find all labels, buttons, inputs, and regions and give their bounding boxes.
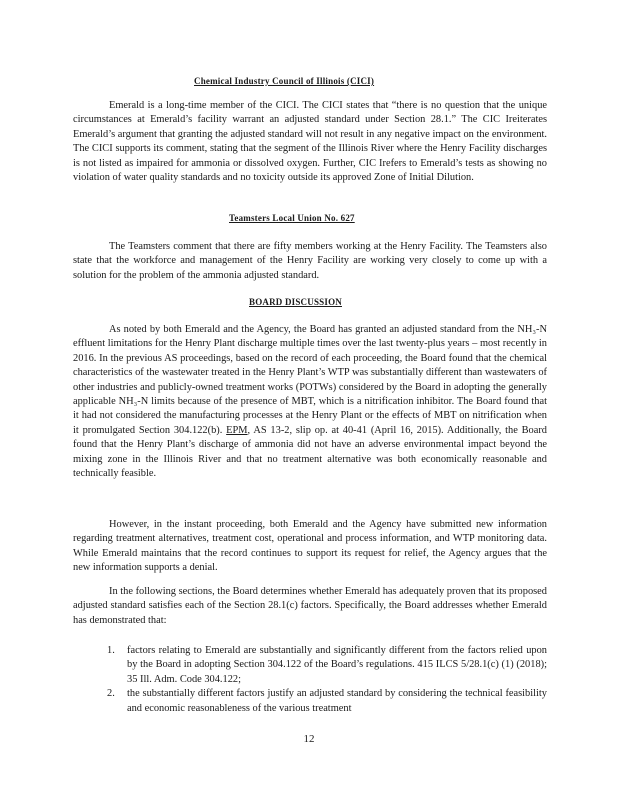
- list-item-text: the substantially different factors justify an adjusted standard by considering the technical feasibility and economic reasonableness of the various treatment: [127, 688, 547, 714]
- page-number: 12: [303, 733, 315, 745]
- cici-paragraph: [73, 99, 547, 185]
- cici-paragraph-text: Emerald is a long-time member of the CICI. The CICI states that “there is no question that the unique circumstances at Emerald’s facility warrant an adjusted standard under Section 28.1.” The CIC Ireiterates Emerald’s argument that granting the adjusted standard will not result in any negative impact on the environment. The CICI supports its comment, stating that the segment of the Illinois River where the Henry Facility discharges is not listed as impaired for ammonia or dissolved oxygen. Further, CIC Irefers to Emerald’s tests as showing no violation of water quality standards and no toxicity outside its approved Zone of Initial Dilution.: [73, 100, 547, 184]
- list-item-number: 1.: [107, 645, 115, 656]
- board-paragraph-1-continued: , AS 13-2, slip op. at 40-41 (April 16, 2015). Additionally, the Board found that the Henry Plant’s discharge of ammonia did not have an adverse environmental impact beyond the mixing zone in the Illinois River and that no treatment alternative was both economically reasonable and technically feasible.: [73, 424, 548, 480]
- list-item: [101, 687, 547, 716]
- cici-heading: Chemical Industry Council of Illinois (CICI): [194, 76, 375, 86]
- board-paragraph-3: [73, 585, 547, 628]
- board-paragraph-2: [73, 518, 547, 576]
- board-paragraph-1-text: As noted by both Emerald and the Agency, the Board has granted an adjusted standard from the NH₃-N effluent limitations for the Henry Plant discharge multiple times over the last twenty-plus years – most recently in 2016. In the previous AS proceedings, based on the record of each proceeding, the Board found that the chemical characteristics of the wastewater treated in the Henry Plant’s WTP was substantially different than wastewaters of other industries and publicly-owned treatment works (POTWs) considered by the Board in adopting the generally applicable NH₃-N limits because of the presence of MBT, which is a nitrification inhibitor. The Board found that it had not considered the manufacturing processes at the Henry Plant or the effects of MBT on nitrification when it promulgated Section 304.122(b).: [73, 324, 547, 436]
- board-discussion-heading: BOARD DISCUSSION: [249, 297, 342, 307]
- teamsters-paragraph: [73, 240, 547, 283]
- list-item-text: factors relating to Emerald are substantially and significantly different from the factors relied upon by the Board in adopting Section 304.122 of the Board’s regulations. 415 ILCS 5/28.1(c) (1) (2018); 35 Ill. Adm. Code 304.122;: [127, 645, 547, 685]
- list-item-number: 2.: [107, 688, 115, 700]
- board-paragraph-3-text: In the following sections, the Board determines whether Emerald has adequately proven that its proposed adjusted standard satisfies each of the Section 28.1(c) factors. Specifically, the Board addresses whether Emerald has demonstrated that:: [73, 586, 547, 626]
- board-paragraph-2-text: However, in the instant proceeding, both Emerald and the Agency have submitted new information regarding treatment alternatives, treatment cost, operational and process information, and WTP monitoring data. While Emerald maintains that the record continues to support its request for relief, the Agency argues that the new information supports a denial.: [73, 519, 547, 574]
- case-citation: EPM: [226, 424, 248, 436]
- board-paragraph-1: [73, 323, 547, 481]
- list-item: [101, 644, 547, 687]
- factors-list: [101, 644, 547, 716]
- teamsters-paragraph-text: The Teamsters comment that there are fifty members working at the Henry Facility. The Teamsters also state that the workforce and management of the Henry Facility are working very closely to come up with a solution for the problem of the ammonia adjusted standard.: [73, 241, 547, 281]
- teamsters-heading: Teamsters Local Union No. 627: [229, 213, 355, 223]
